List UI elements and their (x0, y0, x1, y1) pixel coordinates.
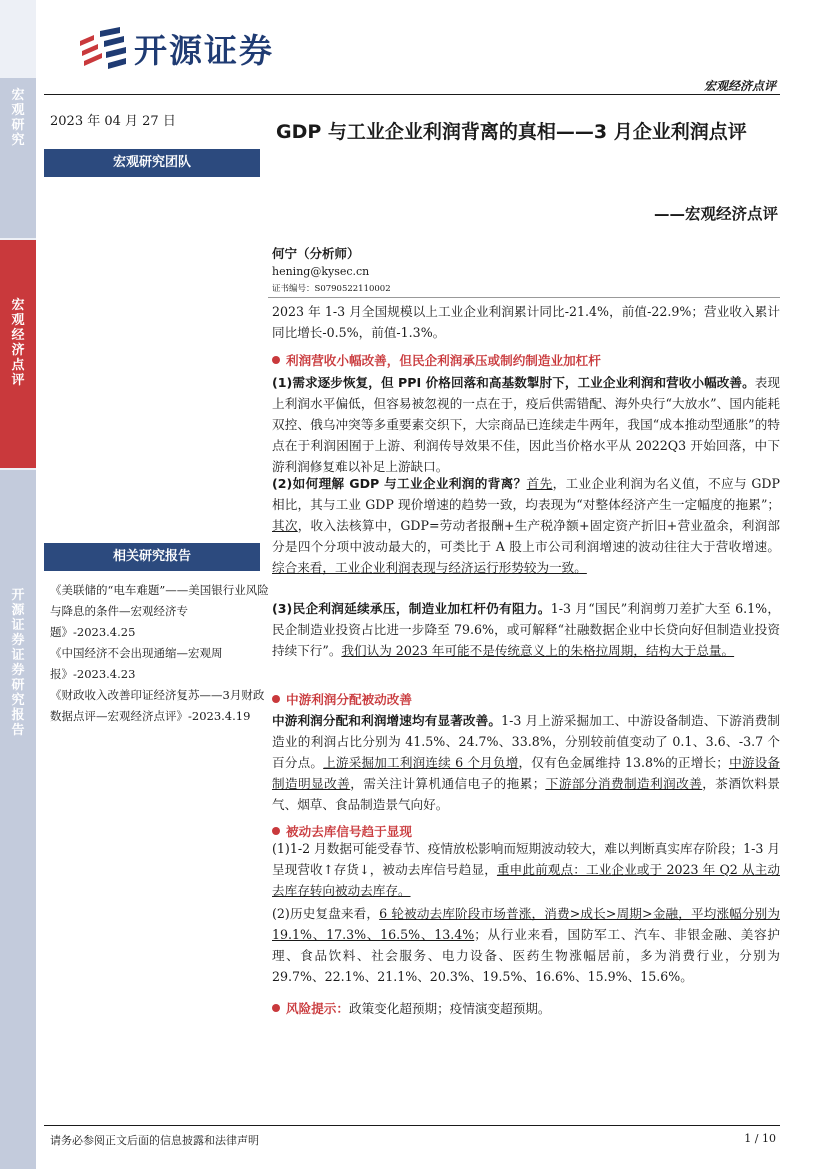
underlined-text: 下游部分消费制造利润改善 (545, 776, 703, 791)
underlined-text: 其次 (272, 518, 298, 533)
brand-name: 开源证券 (134, 30, 274, 70)
paragraph-text: ，工业企业利润为名义值，不应与 GDP 相比，其与工业 GDP 现价增速的趋势一致，均表现为“对整体经济产生一定幅度的拖累”； (272, 476, 781, 512)
underlined-text: 我们认为 2023 年可能不是传统意义上的朱格拉周期，结构大于总量。 (341, 643, 735, 658)
bullet-icon (272, 356, 280, 364)
analyst-divider (268, 297, 780, 298)
report-date: 2023 年 04 月 27 日 (50, 114, 176, 129)
underlined-text: 中游设备制造明显改善 (272, 755, 781, 791)
side-text-low: 开源证券 证券研究报告 (11, 588, 25, 738)
footer-divider (44, 1125, 780, 1126)
paragraph-text: 1-3 月“国民”利润剪刀差扩大至 6.1%，民企制造业投资占比进一步降至 79.6%，或可解释“社融数据企业中长贷向好但制造业投资持续下行”。 (272, 601, 780, 658)
related-reports-list (50, 580, 272, 727)
section1-paragraph-2 (272, 473, 780, 578)
paragraph-lead: (2)如何理解 GDP 与工业企业利润的背离？ (272, 476, 527, 491)
page-number: 1 / 10 (744, 1132, 776, 1145)
section3-paragraph-1 (272, 838, 780, 901)
related-report-item[interactable]: 《中国经济不会出现通缩—宏观周报》-2023.4.23 (50, 646, 223, 681)
paragraph-text: (1)1-2 月数据可能受春节、疫情放松影响而短期波动较大，难以判断真实库存阶段；1-3 月呈现营收↑存货↓，被动去库信号趋显， (272, 841, 780, 877)
brand-logo (76, 24, 274, 72)
paragraph-text: ，仅有色金属维持 13.8%的正增长； (518, 755, 729, 770)
side-block-top (0, 78, 36, 238)
footer-disclaimer: 请务必参阅正文后面的信息披露和法律声明 (50, 1134, 259, 1147)
underlined-text: 重申此前观点：工业企业或于 2023 年 Q2 从主动去库存转向被动去库存。 (272, 862, 780, 898)
report-title: GDP 与工业企业利润背离的真相——3 月企业利润点评 (276, 121, 747, 143)
paragraph-lead: (1)需求逐步恢复，但 PPI 价格回落和高基数掣肘下，工业企业利润和营收小幅改善。 (272, 375, 755, 390)
section-heading-1 (272, 350, 780, 369)
section1-paragraph-1 (272, 372, 780, 477)
paragraph-text: (2)历史复盘来看， (272, 906, 380, 921)
paragraph-text: 表现上利润水平偏低，但容易被忽视的一点在于，疫后供需错配、海外央行“大放水”、国内能耗双控、俄乌冲突等多重要素交织下，大宗商品已连续走牛两年，我国“成本推动型通胀”的特点在于利润困囿于上游、利润传导效果不佳，因此当价格水平从 2022Q3 开始回落，中下游利润修复难以补足上游缺口。 (272, 375, 780, 474)
report-subtitle: ——宏观经济点评 (653, 205, 778, 223)
side-text-mid: 宏观经济点评 (11, 298, 25, 388)
paragraph-text: ，收入法核算中，GDP=劳动者报酬+生产税净额+固定资产折旧+营业盈余，利润部分是四个分项中波动最大的，可类比于 A 股上市公司利润增速的波动往往大于营收增速。 (272, 518, 781, 554)
risk-label: 风险提示： (286, 1001, 349, 1016)
header-tag: 宏观经济点评 (703, 79, 776, 93)
paragraph-text: ；从行业来看，国防军工、汽车、非银金融、美容护理、食品饮料、社会服务、电力设备、医药生物涨幅居前，多为消费行业，分别为 29.7%、22.1%、21.1%、20.3%、19.5%、16.6%、15.9%、15.6%。 (272, 927, 781, 984)
bullet-icon (272, 695, 280, 703)
risk-text: 政策变化超预期；疫情演变超预期。 (348, 1001, 551, 1016)
section-heading-2 (272, 689, 780, 708)
related-report-item[interactable]: 《财政收入改善印证经济复苏——3月财政数据点评—宏观经济点评》-2023.4.19 (50, 688, 265, 723)
related-reports-heading: 相关研究报告 (44, 543, 260, 571)
underlined-text: 6 轮被动去库阶段市场普涨，消费>成长>周期>金融，平均涨幅分别为 19.1%、17.3%、16.5%、13.4% (272, 906, 780, 942)
paragraph-lead: 中游利润分配和利润增速均有显著改善。 (272, 713, 502, 728)
analyst-email[interactable]: hening@kysec.cn (272, 265, 370, 278)
section3-paragraph-2 (272, 903, 780, 987)
section-heading-text: 被动去库信号趋于显现 (286, 824, 412, 839)
section-heading-text: 利润营收小幅改善，但民企利润承压或制约制造业加杠杆 (286, 353, 601, 368)
section1-paragraph-3 (272, 598, 780, 661)
underlined-text: 综合来看，工业企业利润表现与经济运行形势较为一致。 (272, 560, 587, 575)
summary-paragraph: 2023 年 1-3 月全国规模以上工业企业利润累计同比-21.4%，前值-22.9%；营业收入累计同比增长-0.5%，前值-1.3%。 (272, 304, 780, 340)
bullet-icon (272, 827, 280, 835)
header-divider (44, 94, 780, 95)
related-report-item[interactable]: 《美联储的“电车难题”——美国银行业风险与降息的条件—宏观经济专题》-2023.4.25 (50, 583, 269, 639)
side-text-top: 宏观研究 (11, 88, 25, 148)
section2-paragraph (272, 710, 780, 815)
underlined-text: 首先 (526, 476, 553, 491)
side-block-mid (0, 240, 36, 468)
paragraph-text: ，需关注计算机通信电子的拖累； (350, 776, 546, 791)
logo-mark-icon (76, 25, 128, 71)
analyst-cert: 证书编号：S0790522110002 (272, 284, 391, 294)
team-label: 宏观研究团队 (44, 149, 260, 177)
analyst-name: 何宁（分析师） (272, 246, 360, 261)
bullet-icon (272, 1004, 280, 1012)
risk-paragraph (272, 998, 780, 1019)
underlined-text: 上游采掘加工利润连续 6 个月负增 (323, 755, 519, 770)
section-heading-text: 中游利润分配被动改善 (286, 692, 412, 707)
side-block-low (0, 470, 36, 1169)
paragraph-lead: (3)民企利润延续承压，制造业加杠杆仍有阻力。 (272, 601, 551, 616)
paragraph-text: 1-3 月上游采掘加工、中游设备制造、下游消费制造业的利润占比分别为 41.5%、24.7%、33.8%，分别较前值变动了 0.1、3.6、-3.7 个百分点。 (272, 713, 780, 770)
paragraph-text: ，茶酒饮料景气、烟草、食品制造景气向好。 (272, 776, 781, 812)
